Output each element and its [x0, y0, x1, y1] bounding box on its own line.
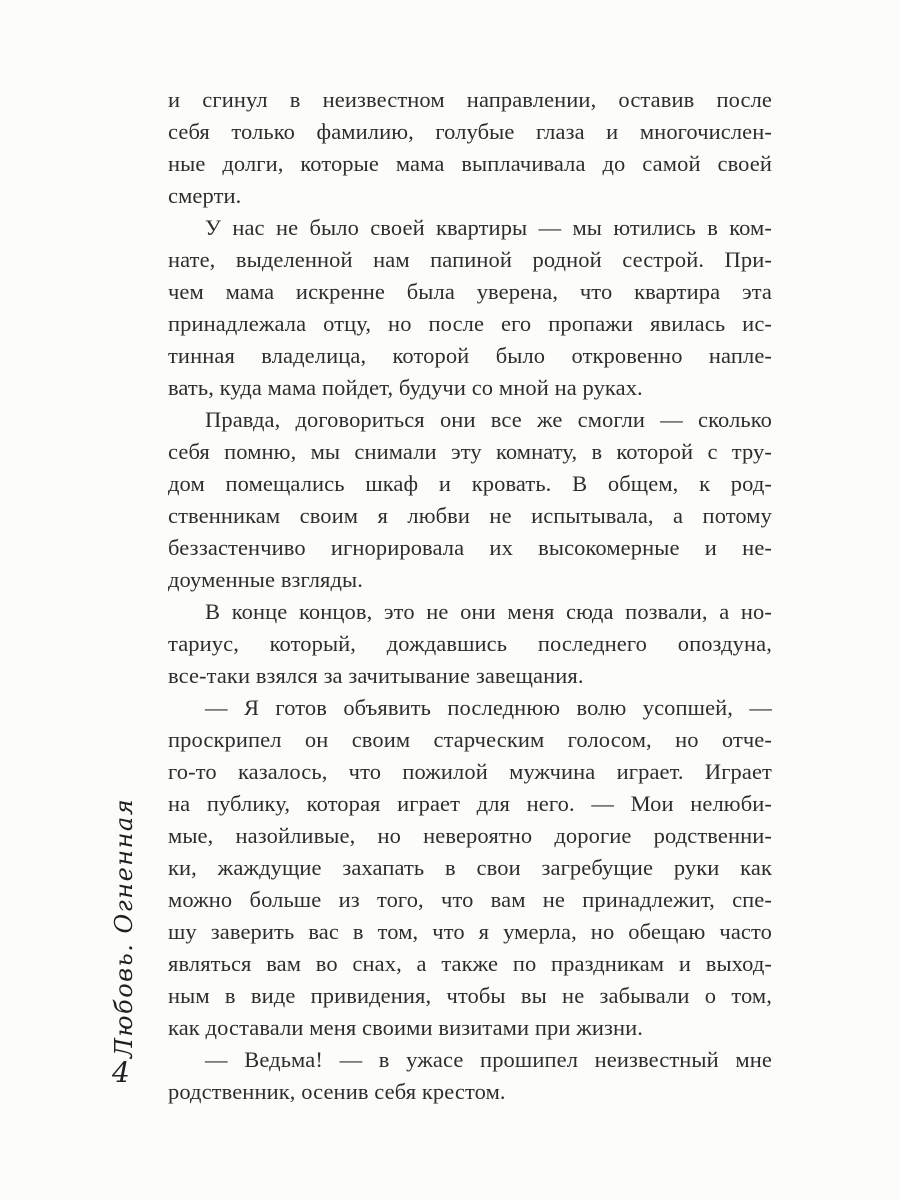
- text-line: У нас не было своей квартиры — мы ютились в ком-: [205, 215, 772, 240]
- text-line: ные долги, которые мама выплачивала до самой своей: [168, 151, 772, 176]
- text-line: нате, выделенной нам папиной родной сестрой. При-: [168, 247, 772, 272]
- text-line: тинная владелица, которой было откровенно напле-: [168, 343, 772, 368]
- text-line: чем мама искренне была уверена, что квартира эта: [168, 279, 772, 304]
- text-line: В конце концов, это не они меня сюда позвали, а но-: [205, 599, 772, 624]
- text-line: го-то казалось, что пожилой мужчина играет. Играет: [168, 759, 772, 784]
- text-block: [168, 84, 772, 1108]
- text-line: себя только фамилию, голубые глаза и многочислен-: [168, 119, 772, 144]
- text-line: родственник, осенив себя крестом.: [168, 1079, 506, 1104]
- text-line: — Я готов объявить последнюю волю усопшей, —: [205, 695, 772, 720]
- text-line: беззастенчиво игнорировала их высокомерные и не-: [168, 535, 772, 560]
- text-line: как доставали меня своими визитами при жизни.: [168, 1015, 644, 1040]
- text-line: — Ведьма! — в ужасе прошипел неизвестный мне: [205, 1047, 772, 1072]
- text-line: доуменные взгляды.: [168, 567, 363, 592]
- text-line: себя помню, мы снимали эту комнату, в которой с тру-: [168, 439, 772, 464]
- text-line: можно больше из того, что вам не принадлежит, спе-: [168, 887, 772, 912]
- text-line: проскрипел он своим старческим голосом, но отче-: [168, 727, 772, 752]
- text-line: вать, куда мама пойдет, будучи со мной на руках.: [168, 375, 643, 400]
- text-line: принадлежала отцу, но после его пропажи явилась ис-: [168, 311, 772, 336]
- text-line: являться вам во снах, а также по праздникам и выход-: [168, 951, 772, 976]
- text-line: тариус, который, дождавшись последнего опоздуна,: [168, 631, 772, 656]
- text-line: Правда, договориться они все же смогли — сколько: [205, 407, 772, 432]
- text-line: ным в виде привидения, чтобы вы не забывали о том,: [168, 983, 772, 1008]
- text-line: ки, жаждущие захапать в свои загребущие руки как: [168, 855, 772, 880]
- margin-author-signature: Любовь. Огненная: [110, 797, 138, 1059]
- text-line: ственникам своим я любви не испытывала, а потому: [168, 503, 772, 528]
- text-line: мые, назойливые, но невероятно дорогие родственни-: [168, 823, 772, 848]
- text-line: дом помещались шкаф и кровать. В общем, к род-: [168, 471, 772, 496]
- text-line: и сгинул в неизвестном направлении, оставив после: [168, 87, 772, 112]
- text-line: все-таки взялся за зачитывание завещания.: [168, 663, 584, 688]
- text-line: шу заверить вас в том, что я умерла, но обещаю часто: [168, 919, 772, 944]
- page-number: 4: [112, 1056, 130, 1089]
- text-line: смерти.: [168, 183, 242, 208]
- text-line: на публику, которая играет для него. — Мои нелюби-: [168, 791, 772, 816]
